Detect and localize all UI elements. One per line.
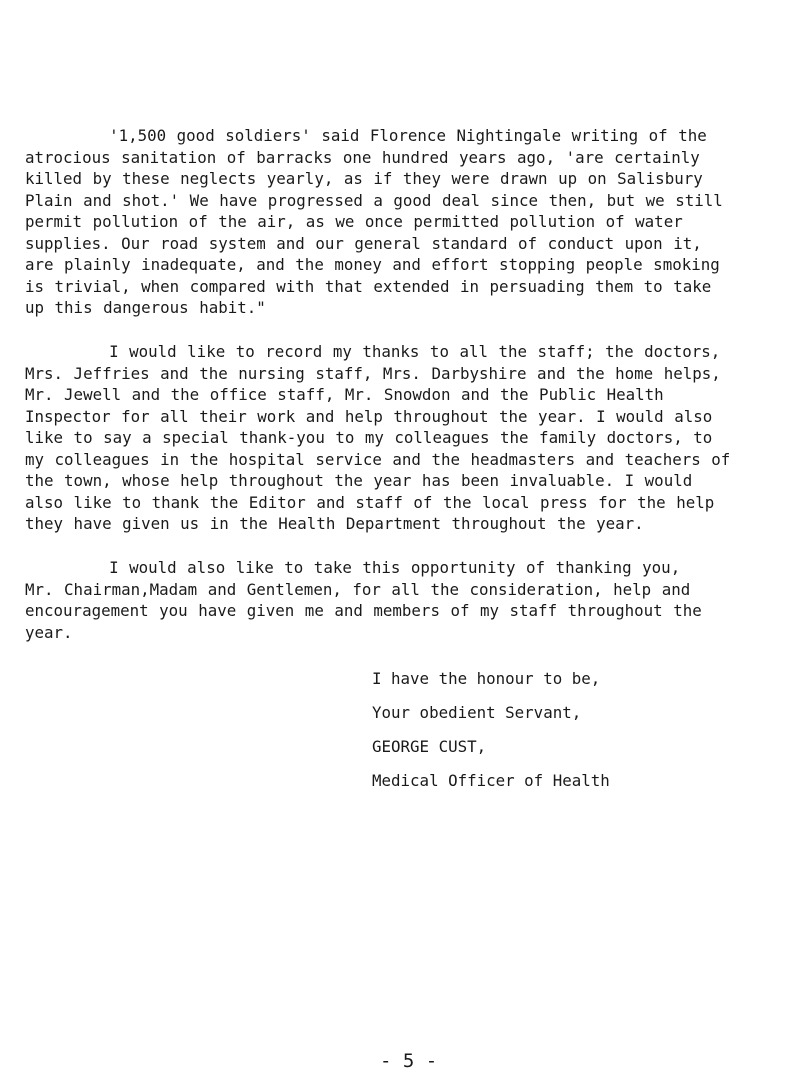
text-line: I would like to record my thanks to all the staff; the doctors, (25, 342, 721, 361)
text-line: Mr. Chairman,Madam and Gentlemen, for all the consideration, help and (25, 579, 691, 599)
text-line: Inspector for all their work and help throughout the year. I would also (25, 406, 713, 426)
signature-closing: I have the honour to be, (372, 669, 601, 688)
text-line: up this dangerous habit." (25, 298, 266, 317)
text-line: atrocious sanitation of barracks one hundred years ago, 'are certainly (25, 147, 700, 167)
paragraph-thanks-staff (25, 341, 800, 535)
text-line: Plain and shot.' We have progressed a good deal since then, but we still (25, 190, 723, 210)
text-line: is trivial, when compared with that extended in persuading them to take (25, 276, 712, 296)
paragraph-thanks-chairman (25, 557, 800, 643)
text-line: Mr. Jewell and the office staff, Mr. Snowdon and the Public Health (25, 385, 664, 404)
text-line: year. (25, 622, 73, 642)
text-line: killed by these neglects yearly, as if they were drawn up on Salisbury (25, 169, 703, 188)
text-line: Mrs. Jeffries and the nursing staff, Mrs. Darbyshire and the home helps, (25, 363, 721, 383)
text-line: '1,500 good soldiers' said Florence Nightingale writing of the (25, 126, 707, 145)
text-line: they have given us in the Health Department throughout the year. (25, 514, 644, 533)
signature-title: Medical Officer of Health (372, 771, 610, 790)
text-line: I would also like to take this opportunity of thanking you, (25, 558, 681, 577)
signature-name: GEORGE CUST, (372, 737, 487, 756)
text-line: my colleagues in the hospital service and the headmasters and teachers of (25, 449, 731, 469)
page-number: - 5 - (380, 1050, 438, 1072)
text-line: are plainly inadequate, and the money and effort stopping people smoking (25, 255, 720, 274)
text-line: permit pollution of the air, as we once permitted pollution of water (25, 212, 683, 231)
text-line: supplies. Our road system and our general standard of conduct upon it, (25, 233, 702, 253)
text-line: also like to thank the Editor and staff of the local press for the help (25, 492, 715, 512)
signature-salutation: Your obedient Servant, (372, 703, 582, 722)
text-line: encouragement you have given me and members of my staff throughout the (25, 601, 702, 620)
paragraph-nightingale-quote (25, 125, 800, 319)
text-line: the town, whose help throughout the year has been invaluable. I would (25, 471, 693, 490)
text-line: like to say a special thank-you to my colleagues the family doctors, to (25, 428, 713, 447)
